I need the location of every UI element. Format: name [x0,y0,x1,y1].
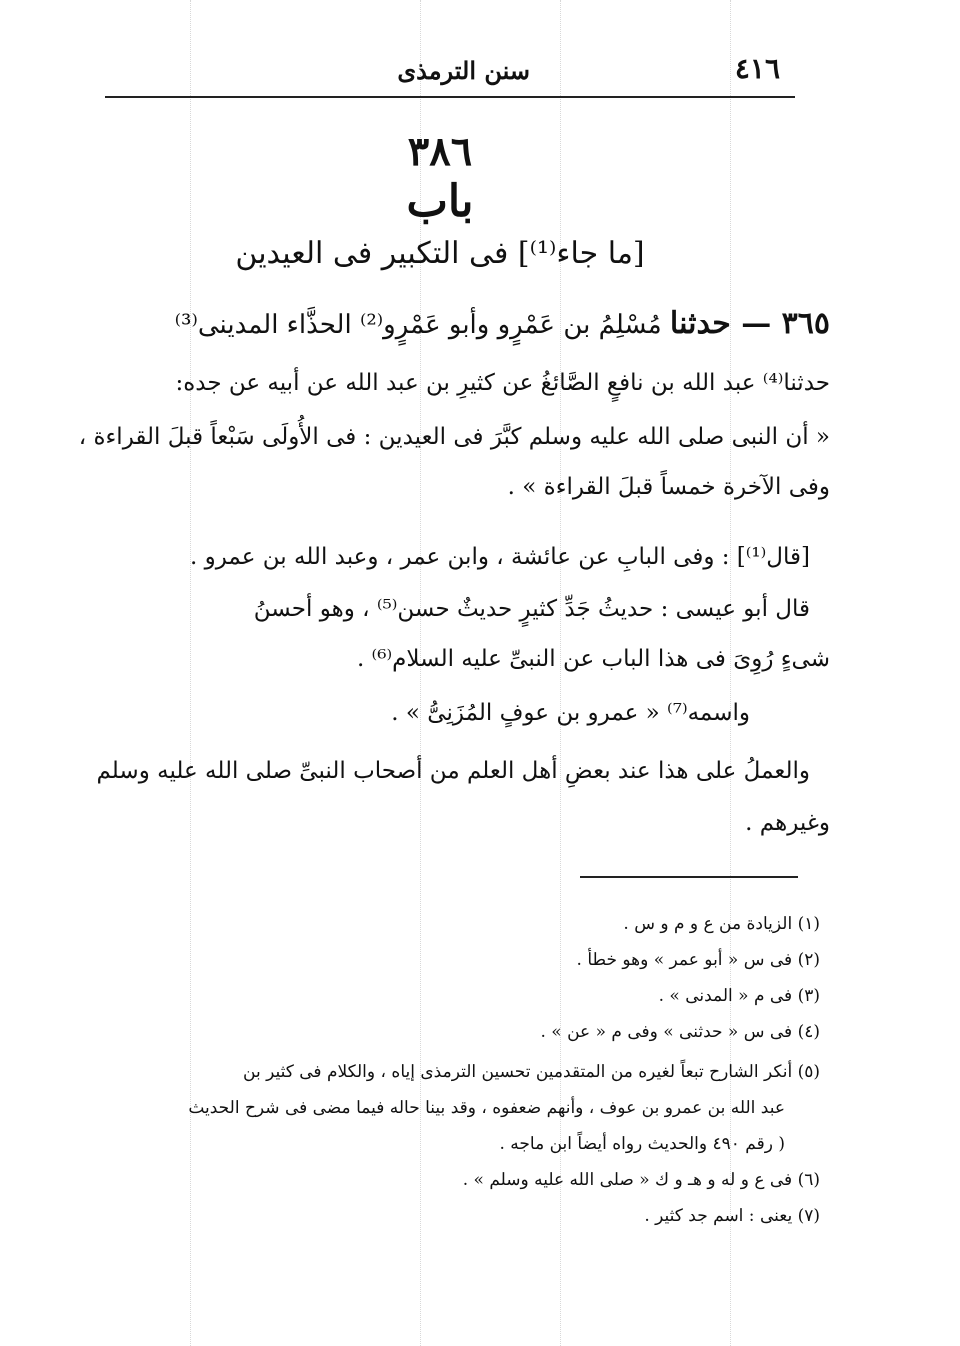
body-line: واسمه⁽⁷⁾ « عمرو بن عوفٍ المُزَنِىُّ » . [391,700,750,726]
body-line: وغيرهم . [745,810,830,836]
body-line: شىءٍ رُوِىَ فى هذا الباب عن النبىِّ عليه السلام⁽⁶⁾ . [356,646,830,672]
body-line: مُسْلِمُ بن عَمْرٍو وأبو عَمْرٍو⁽²⁾ الحذَّاء المدينى⁽³⁾ [174,310,662,340]
footnote: (٤) فى س « حدثنى » وفى م « عن » . [540,1022,820,1042]
footnote: (٥) أنكر الشارح تبعاً لغيره من المتقدمين تحسين الترمذى إياه ، والكلام فى كثير بن [243,1062,820,1082]
chapter-number: ٣٨٦ [407,128,473,175]
footnote: عبد الله بن عمرو بن عوف ، وأنهم ضعفوه ، وقد بينا حاله فيما مضى فى شرح الحديث [188,1098,785,1118]
footnote: (٣) فى م « المدنى » . [658,986,820,1006]
body-line: « أن النبى صلى الله عليه وسلم كبَّرَ فى العيدين : فى الأُولَى سَبْعاً قبلَ القراءة ، [78,424,830,450]
footnote: (١) الزيادة من ع و م و س . [623,914,820,934]
chapter-word: باب [406,176,474,227]
body-line: [قال⁽¹⁾] : وفى البابِ عن عائشة ، وابن عمر ، وعبد الله بن عمرو . [190,544,810,570]
body-line: وفى الآخرة خمساً قبلَ القراءة » . [507,474,830,500]
running-title: سنن الترمذى [397,56,530,85]
chapter-title: [ما جاء⁽¹⁾] فى التكبير فى العيدين [235,236,645,271]
hadith-first-line [130,306,830,341]
footnote: (٦) فى ع و له و هـ و ك « صلى الله عليه وسلم » . [462,1170,820,1190]
page-header [105,44,790,94]
footnote: (٢) فى س « أبو عمر » وهو خطأ . [576,950,820,970]
body-line: قال أبو عيسى : حديثُ جَدِّ كثيرٍ حديثٌ حسن⁽⁵⁾ ، وهو أحسنُ [253,596,810,622]
header-rule [105,96,795,98]
footnote: (٧) يعنى : اسم جد كثير . [644,1206,820,1226]
hadith-number: ٣٦٥ — حدثنا [669,306,830,341]
footnote-rule [580,876,798,878]
page-number: ٤١٦ [734,52,780,85]
body-line: والعملُ على هذا عند بعضِ أهل العلم من أصحاب النبىِّ صلى الله عليه وسلم [96,758,810,784]
body-line: حدثنا⁽⁴⁾ عبد الله بن نافعٍ الصَّائغُ عن كثيرِ بن عبد الله عن أبيه عن جده: [175,370,830,396]
footnote: ( رقم ٤٩٠ والحديث رواه أيضاً ابن ماجه . [499,1134,785,1154]
